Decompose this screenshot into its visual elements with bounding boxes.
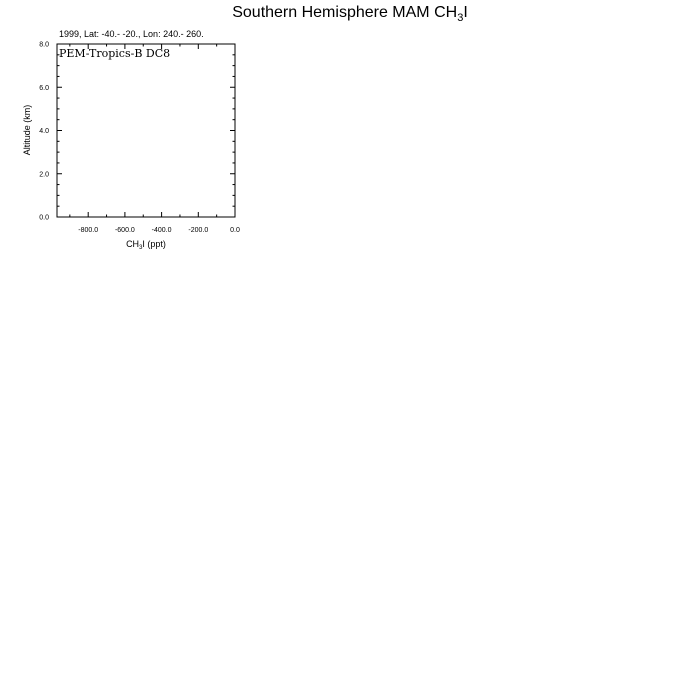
y-axis (39, 42, 235, 222)
x-tick-label: -600.0 (114, 227, 135, 234)
plot-frame (57, 44, 235, 217)
x-tick-label: -200.0 (188, 227, 209, 234)
x-axis (70, 44, 240, 234)
x-tick-label: -800.0 (78, 227, 99, 234)
x-axis-label: $CH_3I$ (ppt) (126, 239, 166, 251)
y-tick-label: 6.0 (39, 84, 49, 92)
y-axis-label: Altitude (km) (22, 104, 32, 156)
y-tick-label: 8.0 (39, 41, 49, 49)
y-tick-label: 0.0 (39, 214, 49, 222)
x-tick-label: -400.0 (151, 227, 172, 234)
x-tick-label: 0.0 (230, 227, 240, 234)
chart-subtitle: 1999, Lat: -40.- -20., Lon: 240.- 260. (59, 29, 204, 39)
chart-annotation: PEM-Tropics-B DC8 (59, 47, 171, 60)
y-tick-label: 4.0 (39, 128, 49, 135)
y-tick-label: 2.0 (39, 171, 49, 179)
page-title: Southern Hemisphere MAM $CH_3I$ (232, 4, 468, 25)
